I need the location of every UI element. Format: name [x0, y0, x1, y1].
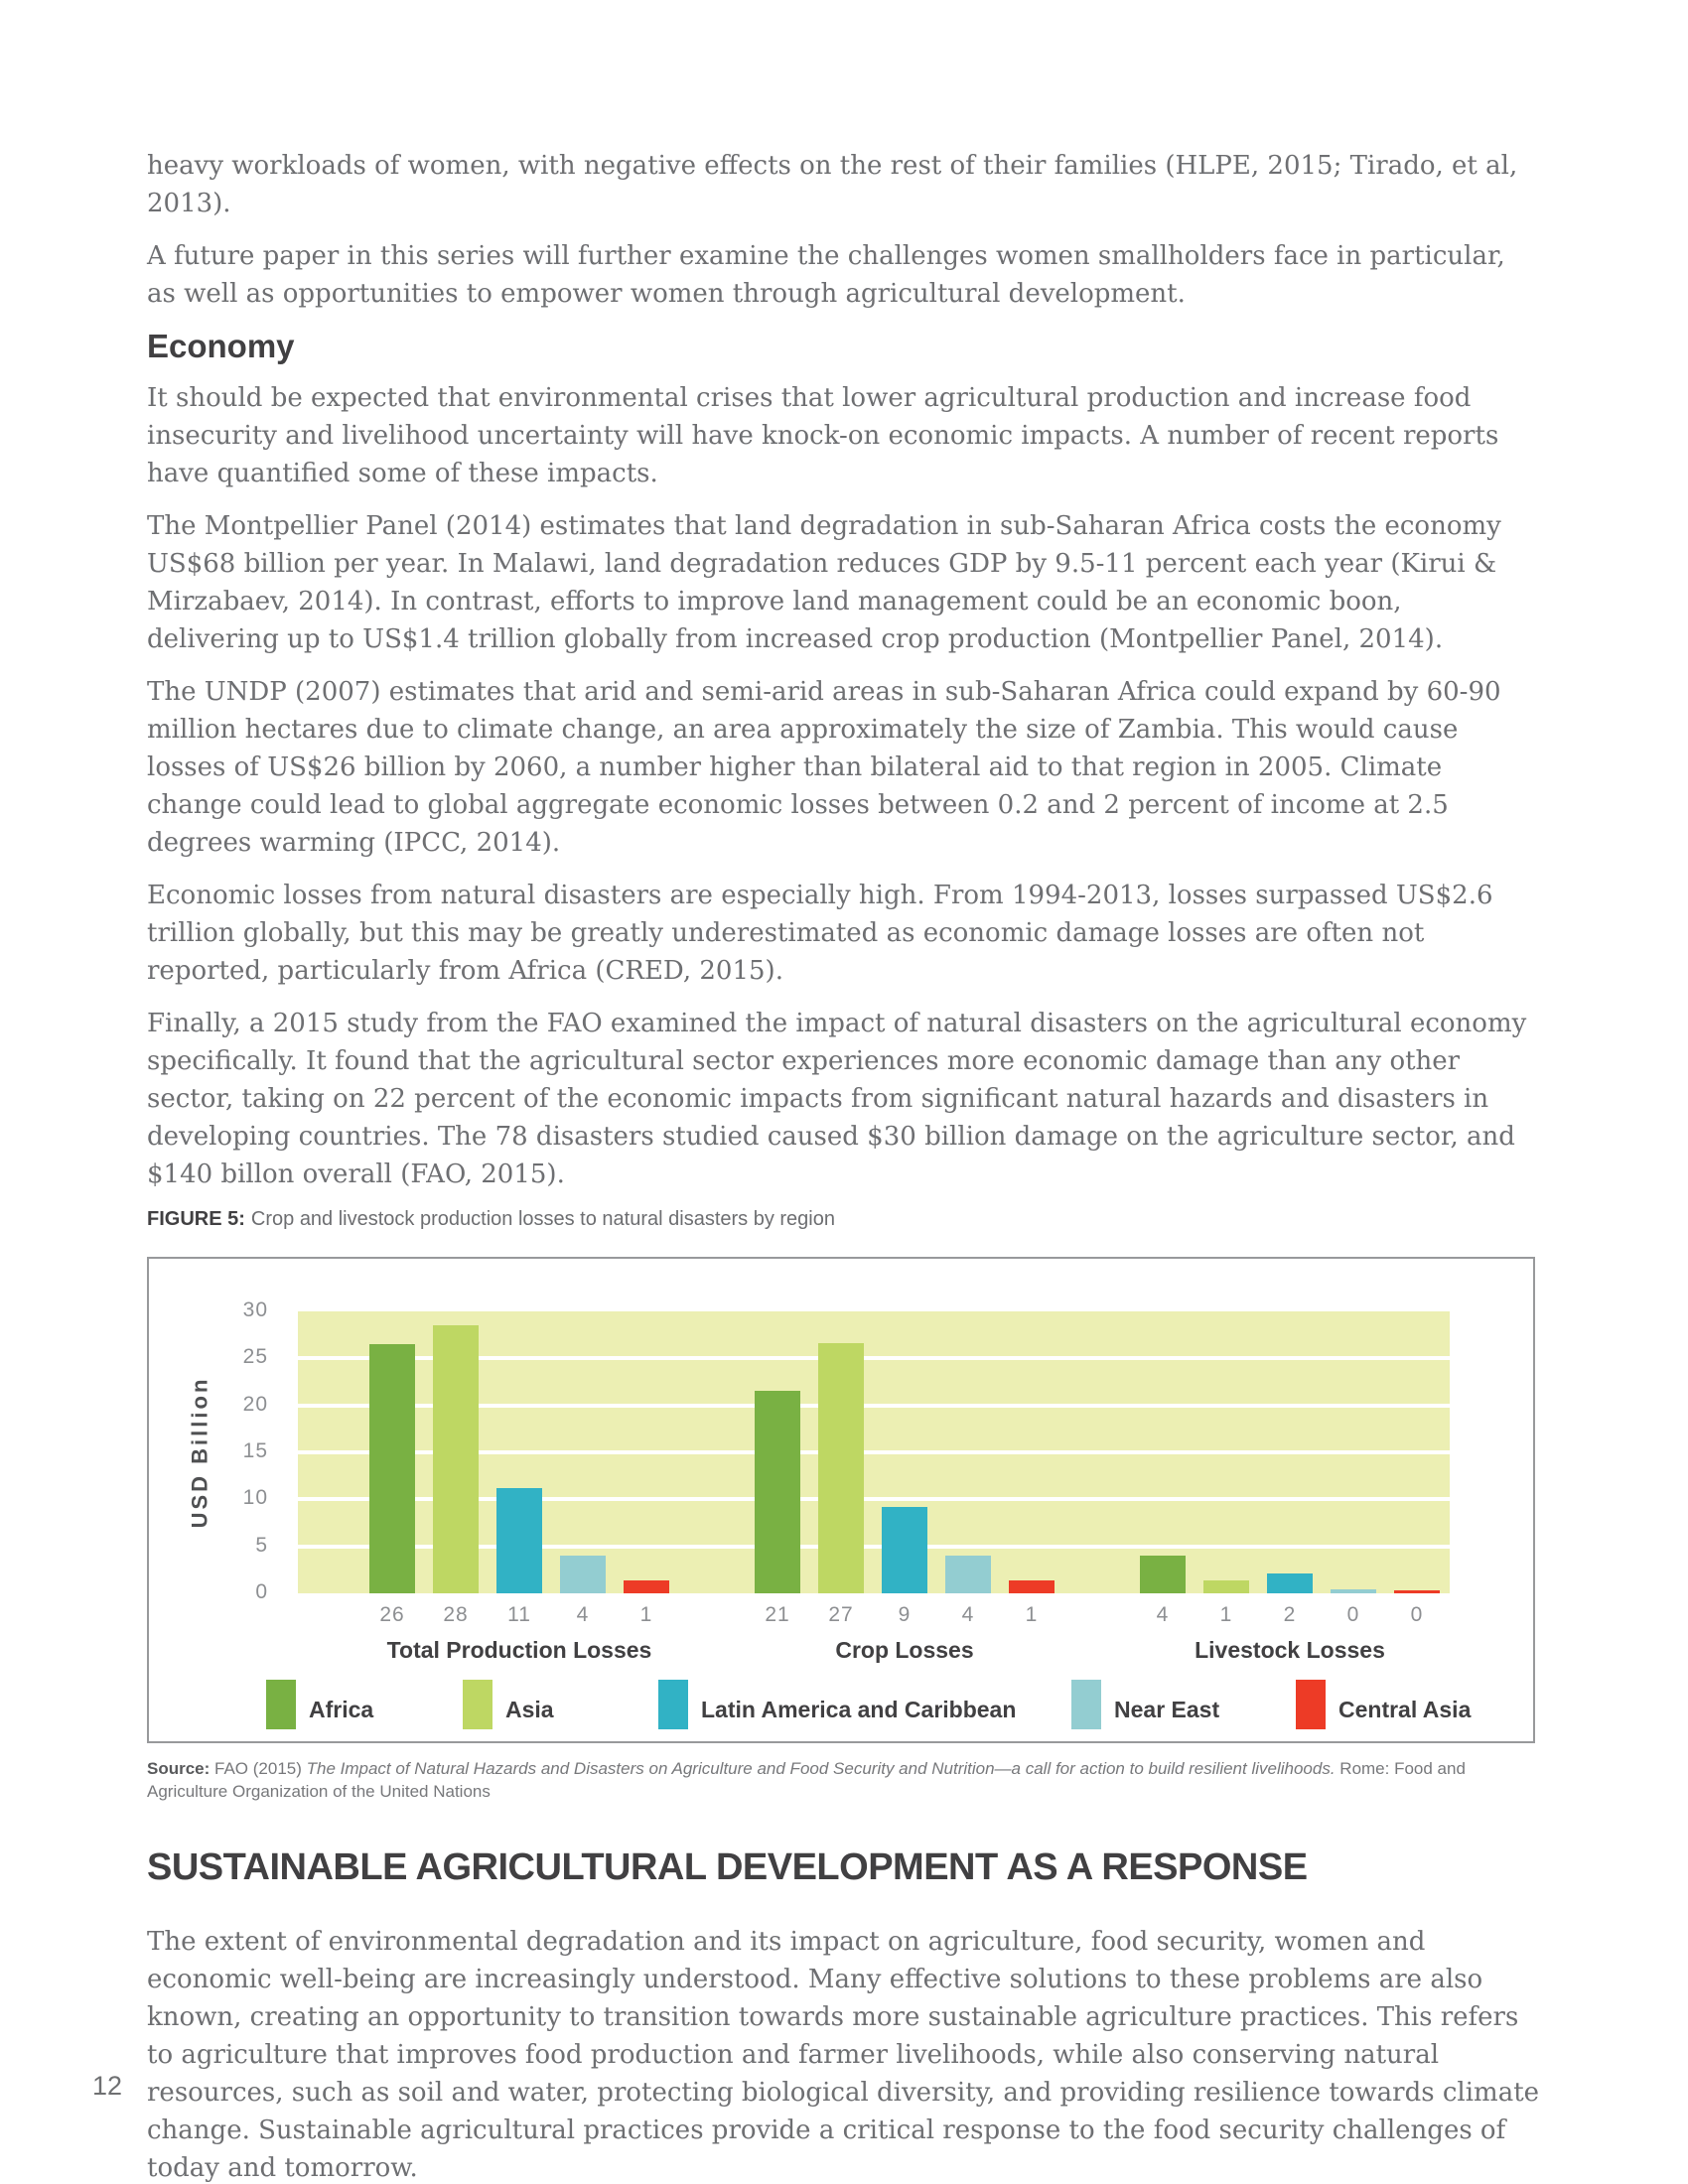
- legend-swatch: [1296, 1680, 1326, 1729]
- group-title: Livestock Losses: [1195, 1637, 1385, 1663]
- bar-value-label: 4: [961, 1603, 975, 1626]
- bar-value-label: 0: [1410, 1603, 1424, 1626]
- y-tick-label: 5: [255, 1533, 268, 1557]
- paragraph-fao-study: Finally, a 2015 study from the FAO examined the impact of natural disasters on the agricultural economy specifically. It found that the agricultural sector experiences more economic damage than any other sector, taking on 22 percent of the economic impacts from significant natural hazards and disasters in developing countries. The 78 disasters studied caused $30 billion damage on the agriculture sector, and $140 billon overall (FAO, 2015).: [147, 1009, 1527, 1189]
- bar-asia: [818, 1343, 864, 1593]
- bar-value-label: 21: [765, 1603, 790, 1626]
- value-row: [1140, 1603, 1440, 1627]
- group-title: Crop Losses: [835, 1637, 974, 1663]
- y-tick-label: 15: [242, 1439, 268, 1462]
- bar-value-label: 1: [1219, 1603, 1233, 1626]
- bar-africa: [369, 1344, 415, 1593]
- figure-caption: [147, 1208, 1541, 1231]
- legend-item-near-east: [1071, 1680, 1219, 1729]
- y-tick-label: 0: [255, 1580, 268, 1603]
- bar-value-label: 26: [379, 1603, 405, 1626]
- bar-latin-america-and-caribbean: [496, 1488, 542, 1593]
- bar-value-label: 28: [443, 1603, 469, 1626]
- y-tick-label: 25: [242, 1345, 268, 1369]
- legend-item-latin-america-and-caribbean: [658, 1680, 1016, 1729]
- paragraph-economic-losses: Economic losses from natural disasters are especially high. From 1994-2013, losses surpassed US$2.6 trillion globally, but this may be greatly underestimated as economic damage losses are often not reported, particularly from Africa (CRED, 2015).: [147, 881, 1493, 986]
- bar-value-label: 27: [828, 1603, 854, 1626]
- y-axis-ticks: [226, 1298, 282, 1603]
- bar-latin-america-and-caribbean: [882, 1507, 927, 1593]
- figure5-bar-chart: [147, 1257, 1535, 1743]
- bar-value-label: 1: [639, 1603, 653, 1626]
- bar-value-label: 4: [1156, 1603, 1170, 1626]
- figure-caption-text: Crop and livestock production losses to natural disasters by region: [250, 1208, 835, 1230]
- legend-label: Near East: [1114, 1696, 1220, 1722]
- legend-swatch: [463, 1680, 492, 1729]
- chart-legend: [149, 1680, 1533, 1735]
- bar-value-label: 9: [898, 1603, 912, 1626]
- group-footer-0: [369, 1603, 669, 1664]
- legend-item-central-asia: [1296, 1680, 1471, 1729]
- bar-asia: [1203, 1580, 1249, 1593]
- sustainable-development-heading: SUSTAINABLE AGRICULTURAL DEVELOPMENT AS A RESPONSE: [147, 1846, 1308, 1888]
- paragraph-sustainable-development: The extent of environmental degradation and its impact on agriculture, food security, women and economic well-being are increasingly understood. Many effective solutions to these problems are also known, creating an opportunity to transition towards more sustainable agriculture practices. This refers to agriculture that improves food production and farmer livelihoods, while also conserving natural resources, such as soil and water, protecting biological diversity, and providing resilience towards climate change. Sustainable agricultural practices provide a critical response to the food security challenges of today and tomorrow.: [147, 1927, 1540, 2183]
- bar-central-asia: [624, 1580, 669, 1593]
- plot-area: [298, 1311, 1450, 1593]
- legend-item-africa: [266, 1680, 373, 1729]
- bar-africa: [755, 1391, 800, 1593]
- economy-heading: Economy: [147, 328, 295, 364]
- paragraph-economic-impacts: It should be expected that environmental crises that lower agricultural production and increase food insecurity and livelihood uncertainty will have knock-on economic impacts. A number of recent reports have quantified some of these impacts.: [147, 383, 1499, 488]
- bar-group-0: [369, 1325, 669, 1593]
- paragraph-montpellier: The Montpellier Panel (2014) estimates that land degradation in sub-Saharan Africa costs the economy US$68 billion per year. In Malawi, land degradation reduces GDP by 9.5-11 percent each year (Kirui & Mirzabaev, 2014). In contrast, efforts to improve land management could be an economic boon, delivering up to US$1.4 trillion globally from increased crop production (Montpellier Panel, 2014).: [147, 511, 1501, 654]
- page-number: 12: [92, 2071, 123, 2101]
- legend-label: Africa: [309, 1696, 374, 1722]
- bar-value-label: 1: [1025, 1603, 1039, 1626]
- bar-value-label: 4: [576, 1603, 590, 1626]
- source-title-italic: The Impact of Natural Hazards and Disasters on Agriculture and Food Security and Nutrition—a call for action to build resilient livelihoods.: [306, 1759, 1336, 1778]
- bar-group-1: [755, 1343, 1055, 1593]
- y-axis-title-text: USD Billion: [187, 1376, 211, 1529]
- value-row: [369, 1603, 669, 1627]
- bar-central-asia: [1009, 1580, 1055, 1593]
- bar-value-label: 2: [1283, 1603, 1297, 1626]
- figure-caption-label: FIGURE 5:: [147, 1208, 245, 1230]
- figure-source: [147, 1757, 1535, 1803]
- group-title: Total Production Losses: [386, 1637, 652, 1663]
- bar-group-2: [1140, 1556, 1440, 1593]
- legend-swatch: [266, 1680, 296, 1729]
- legend-label: Asia: [505, 1696, 554, 1722]
- y-tick-label: 20: [242, 1392, 268, 1416]
- bar-latin-america-and-caribbean: [1267, 1573, 1313, 1593]
- bar-asia: [433, 1325, 479, 1593]
- legend-swatch: [658, 1680, 688, 1729]
- paragraph-families: heavy workloads of women, with negative effects on the rest of their families (HLPE, 2015; Tirado, et al, 2013).: [147, 151, 1518, 218]
- page-content: [147, 0, 1541, 2184]
- bar-near-east: [945, 1556, 991, 1593]
- source-pre: FAO (2015): [210, 1759, 307, 1778]
- group-footer-2: [1140, 1603, 1440, 1664]
- paragraph-future-paper: A future paper in this series will further examine the challenges women smallholders face in particular, as well as opportunities to empower women through agricultural development.: [147, 241, 1505, 309]
- bar-value-label: 0: [1346, 1603, 1360, 1626]
- value-row: [755, 1603, 1055, 1627]
- legend-item-asia: [463, 1680, 554, 1729]
- bar-central-asia: [1394, 1590, 1440, 1593]
- source-label: Source:: [147, 1759, 211, 1778]
- bar-value-label: 11: [507, 1603, 531, 1626]
- y-tick-label: 30: [242, 1298, 268, 1321]
- source-post: Rome: Food and Agriculture Organization of the United Nations: [147, 1759, 1466, 1801]
- bar-africa: [1140, 1556, 1186, 1593]
- legend-label: Latin America and Caribbean: [701, 1696, 1017, 1722]
- paragraph-undp: The UNDP (2007) estimates that arid and semi-arid areas in sub-Saharan Africa could expand by 60-90 million hectares due to climate change, an area approximately the size of Zambia. This would cause losses of US$26 billion by 2060, a number higher than bilateral aid to that region in 2005. Climate change could lead to global aggregate economic losses between 0.2 and 2 percent of income at 2.5 degrees warming (IPCC, 2014).: [147, 677, 1501, 858]
- bar-near-east: [560, 1556, 606, 1593]
- y-tick-label: 10: [242, 1486, 268, 1510]
- group-footer-1: [755, 1603, 1055, 1664]
- legend-label: Central Asia: [1338, 1696, 1472, 1722]
- bar-near-east: [1331, 1589, 1376, 1593]
- legend-swatch: [1071, 1680, 1101, 1729]
